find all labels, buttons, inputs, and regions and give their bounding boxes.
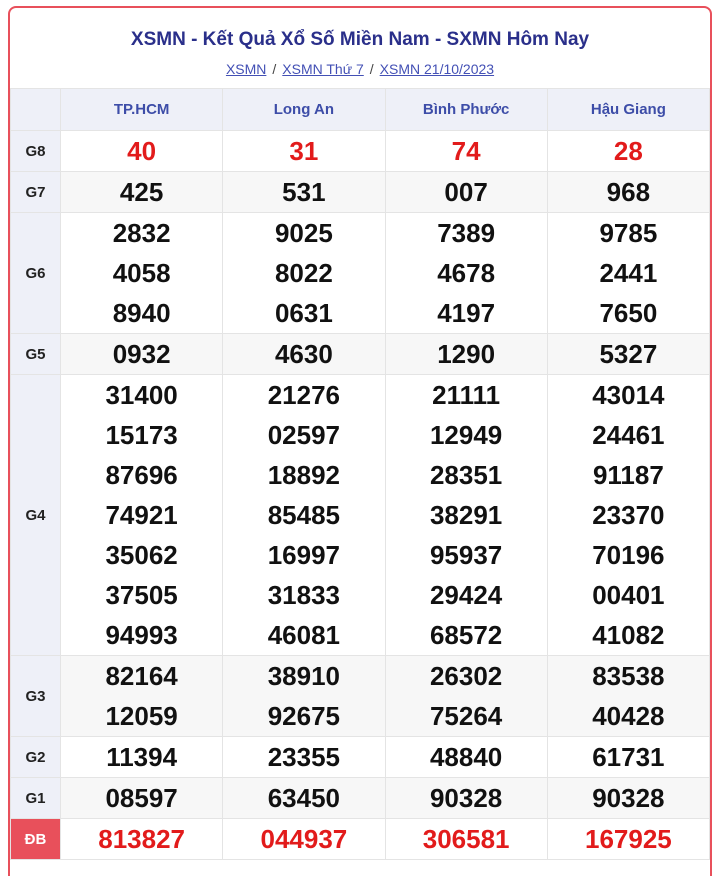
breadcrumb-separator: / [369,61,374,77]
prize-label: G2 [11,737,61,778]
prize-row [11,334,710,375]
prize-row [11,172,710,213]
prize-cell [547,375,709,656]
prize-label: G3 [11,656,61,737]
prize-cell [385,819,547,860]
prize-row [11,213,710,334]
breadcrumb-link-xsmn[interactable]: XSMN [225,61,267,77]
lottery-number: 7650 [599,298,658,328]
prize-cell [385,656,547,737]
lottery-number: 16997 [267,540,341,570]
prize-row [11,778,710,819]
prize-cell [547,778,709,819]
lottery-number: 46081 [267,620,341,650]
prize-cell [547,656,709,737]
results-body [11,131,710,860]
lottery-number: 4058 [112,258,171,288]
province-header[interactable]: TP.HCM [61,89,223,131]
lottery-number: 28351 [429,460,503,490]
prize-label: G5 [11,334,61,375]
lottery-number: 12059 [105,701,178,731]
lottery-number: 4630 [274,339,333,369]
lottery-number: 87696 [105,460,178,490]
prize-cell [61,656,223,737]
prize-cell [385,334,547,375]
lottery-number: 813827 [98,824,185,854]
lottery-number: 0631 [274,298,333,328]
prize-cell [547,737,709,778]
prize-cell [223,172,385,213]
corner-cell [11,89,61,131]
lottery-number: 75264 [429,701,503,731]
lottery-number: 2832 [112,218,171,248]
lottery-number: 8022 [274,258,333,288]
lottery-number: 40 [127,136,157,166]
prize-cell [223,737,385,778]
lottery-number: 31 [289,136,319,166]
prize-cell [385,172,547,213]
prize-cell [223,778,385,819]
prize-cell [385,737,547,778]
lottery-number: 94993 [105,620,178,650]
prize-cell [223,656,385,737]
lottery-number: 15173 [105,420,178,450]
province-header[interactable]: Hậu Giang [547,89,709,131]
lottery-number: 12949 [429,420,503,450]
lottery-number: 38291 [429,500,503,530]
lottery-number: 41082 [592,620,665,650]
lottery-number: 4678 [437,258,496,288]
lottery-number: 21111 [432,380,501,410]
prize-cell [223,334,385,375]
lottery-number: 82164 [105,661,178,691]
prize-cell [385,778,547,819]
prize-cell [61,375,223,656]
prize-row [11,131,710,172]
page-title: XSMN - Kết Quả Xổ Số Miền Nam - SXMN Hôm Nay [130,29,590,50]
results-header [10,8,710,88]
results-table [10,88,710,860]
results-panel [8,6,712,876]
prize-cell [385,375,547,656]
prize-cell [61,131,223,172]
lottery-number: 48840 [429,742,503,772]
lottery-number: 5327 [599,339,658,369]
lottery-number: 968 [606,177,651,207]
lottery-number: 1290 [437,339,496,369]
prize-cell [547,172,709,213]
lottery-number: 425 [119,177,164,207]
lottery-number: 91187 [592,460,664,490]
prize-row [11,819,710,860]
prize-row [11,656,710,737]
lottery-number: 70196 [592,540,665,570]
prize-label: ĐB [11,819,61,860]
province-header[interactable]: Long An [223,89,385,131]
lottery-number: 92675 [267,701,341,731]
breadcrumb-separator: / [272,61,277,77]
prize-cell [547,819,709,860]
prize-label: G1 [11,778,61,819]
lottery-number: 95937 [429,540,503,570]
breadcrumb-link-weekday[interactable]: XSMN Thứ 7 [282,61,364,77]
breadcrumb-link-date[interactable]: XSMN 21/10/2023 [379,61,495,77]
prize-cell [61,819,223,860]
prize-cell [61,172,223,213]
prize-cell [385,131,547,172]
lottery-number: 29424 [429,580,503,610]
lottery-number: 63450 [267,783,341,813]
lottery-number: 7389 [437,218,496,248]
lottery-number: 08597 [105,783,178,813]
lottery-number: 24461 [592,420,665,450]
lottery-number: 43014 [592,380,665,410]
lottery-number: 531 [282,177,326,207]
lottery-number: 007 [444,177,488,207]
lottery-number: 2441 [599,258,658,288]
lottery-number: 4197 [437,298,496,328]
prize-cell [547,334,709,375]
lottery-number: 0932 [112,339,171,369]
lottery-number: 90328 [592,783,665,813]
prize-cell [547,131,709,172]
lottery-number: 68572 [429,620,503,650]
lottery-number: 90328 [429,783,503,813]
prize-cell [61,213,223,334]
lottery-number: 85485 [267,500,341,530]
lottery-number: 11394 [106,742,178,772]
prize-label: G8 [11,131,61,172]
lottery-number: 74921 [105,500,178,530]
lottery-number: 28 [613,136,643,166]
prize-cell [547,213,709,334]
lottery-number: 00401 [592,580,665,610]
prize-label: G7 [11,172,61,213]
prize-cell [385,213,547,334]
lottery-number: 31400 [105,380,178,410]
lottery-number: 306581 [422,824,510,854]
breadcrumb [10,60,710,78]
lottery-number: 26302 [429,661,503,691]
lottery-number: 31833 [267,580,341,610]
lottery-number: 23355 [267,742,341,772]
prize-cell [223,131,385,172]
prize-row [11,737,710,778]
lottery-number: 37505 [105,580,178,610]
prize-cell [61,737,223,778]
lottery-number: 9785 [599,218,658,248]
prize-label: G4 [11,375,61,656]
lottery-number: 23370 [592,500,665,530]
prize-cell [223,375,385,656]
prize-row [11,375,710,656]
prize-cell [223,819,385,860]
lottery-number: 044937 [260,824,348,854]
lottery-number: 38910 [267,661,341,691]
lottery-number: 61731 [592,742,665,772]
lottery-number: 02597 [267,420,341,450]
lottery-number: 74 [451,136,481,166]
lottery-number: 35062 [105,540,178,570]
lottery-number: 83538 [592,661,665,691]
lottery-number: 167925 [584,824,672,854]
lottery-number: 21276 [267,380,341,410]
lottery-number: 40428 [592,701,665,731]
prize-cell [223,213,385,334]
lottery-number: 8940 [112,298,171,328]
province-header[interactable]: Bình Phước [385,89,547,131]
lottery-number: 18892 [267,460,341,490]
province-header-row [11,89,710,131]
prize-label: G6 [11,213,61,334]
prize-cell [61,334,223,375]
prize-cell [61,778,223,819]
lottery-number: 9025 [274,218,333,248]
